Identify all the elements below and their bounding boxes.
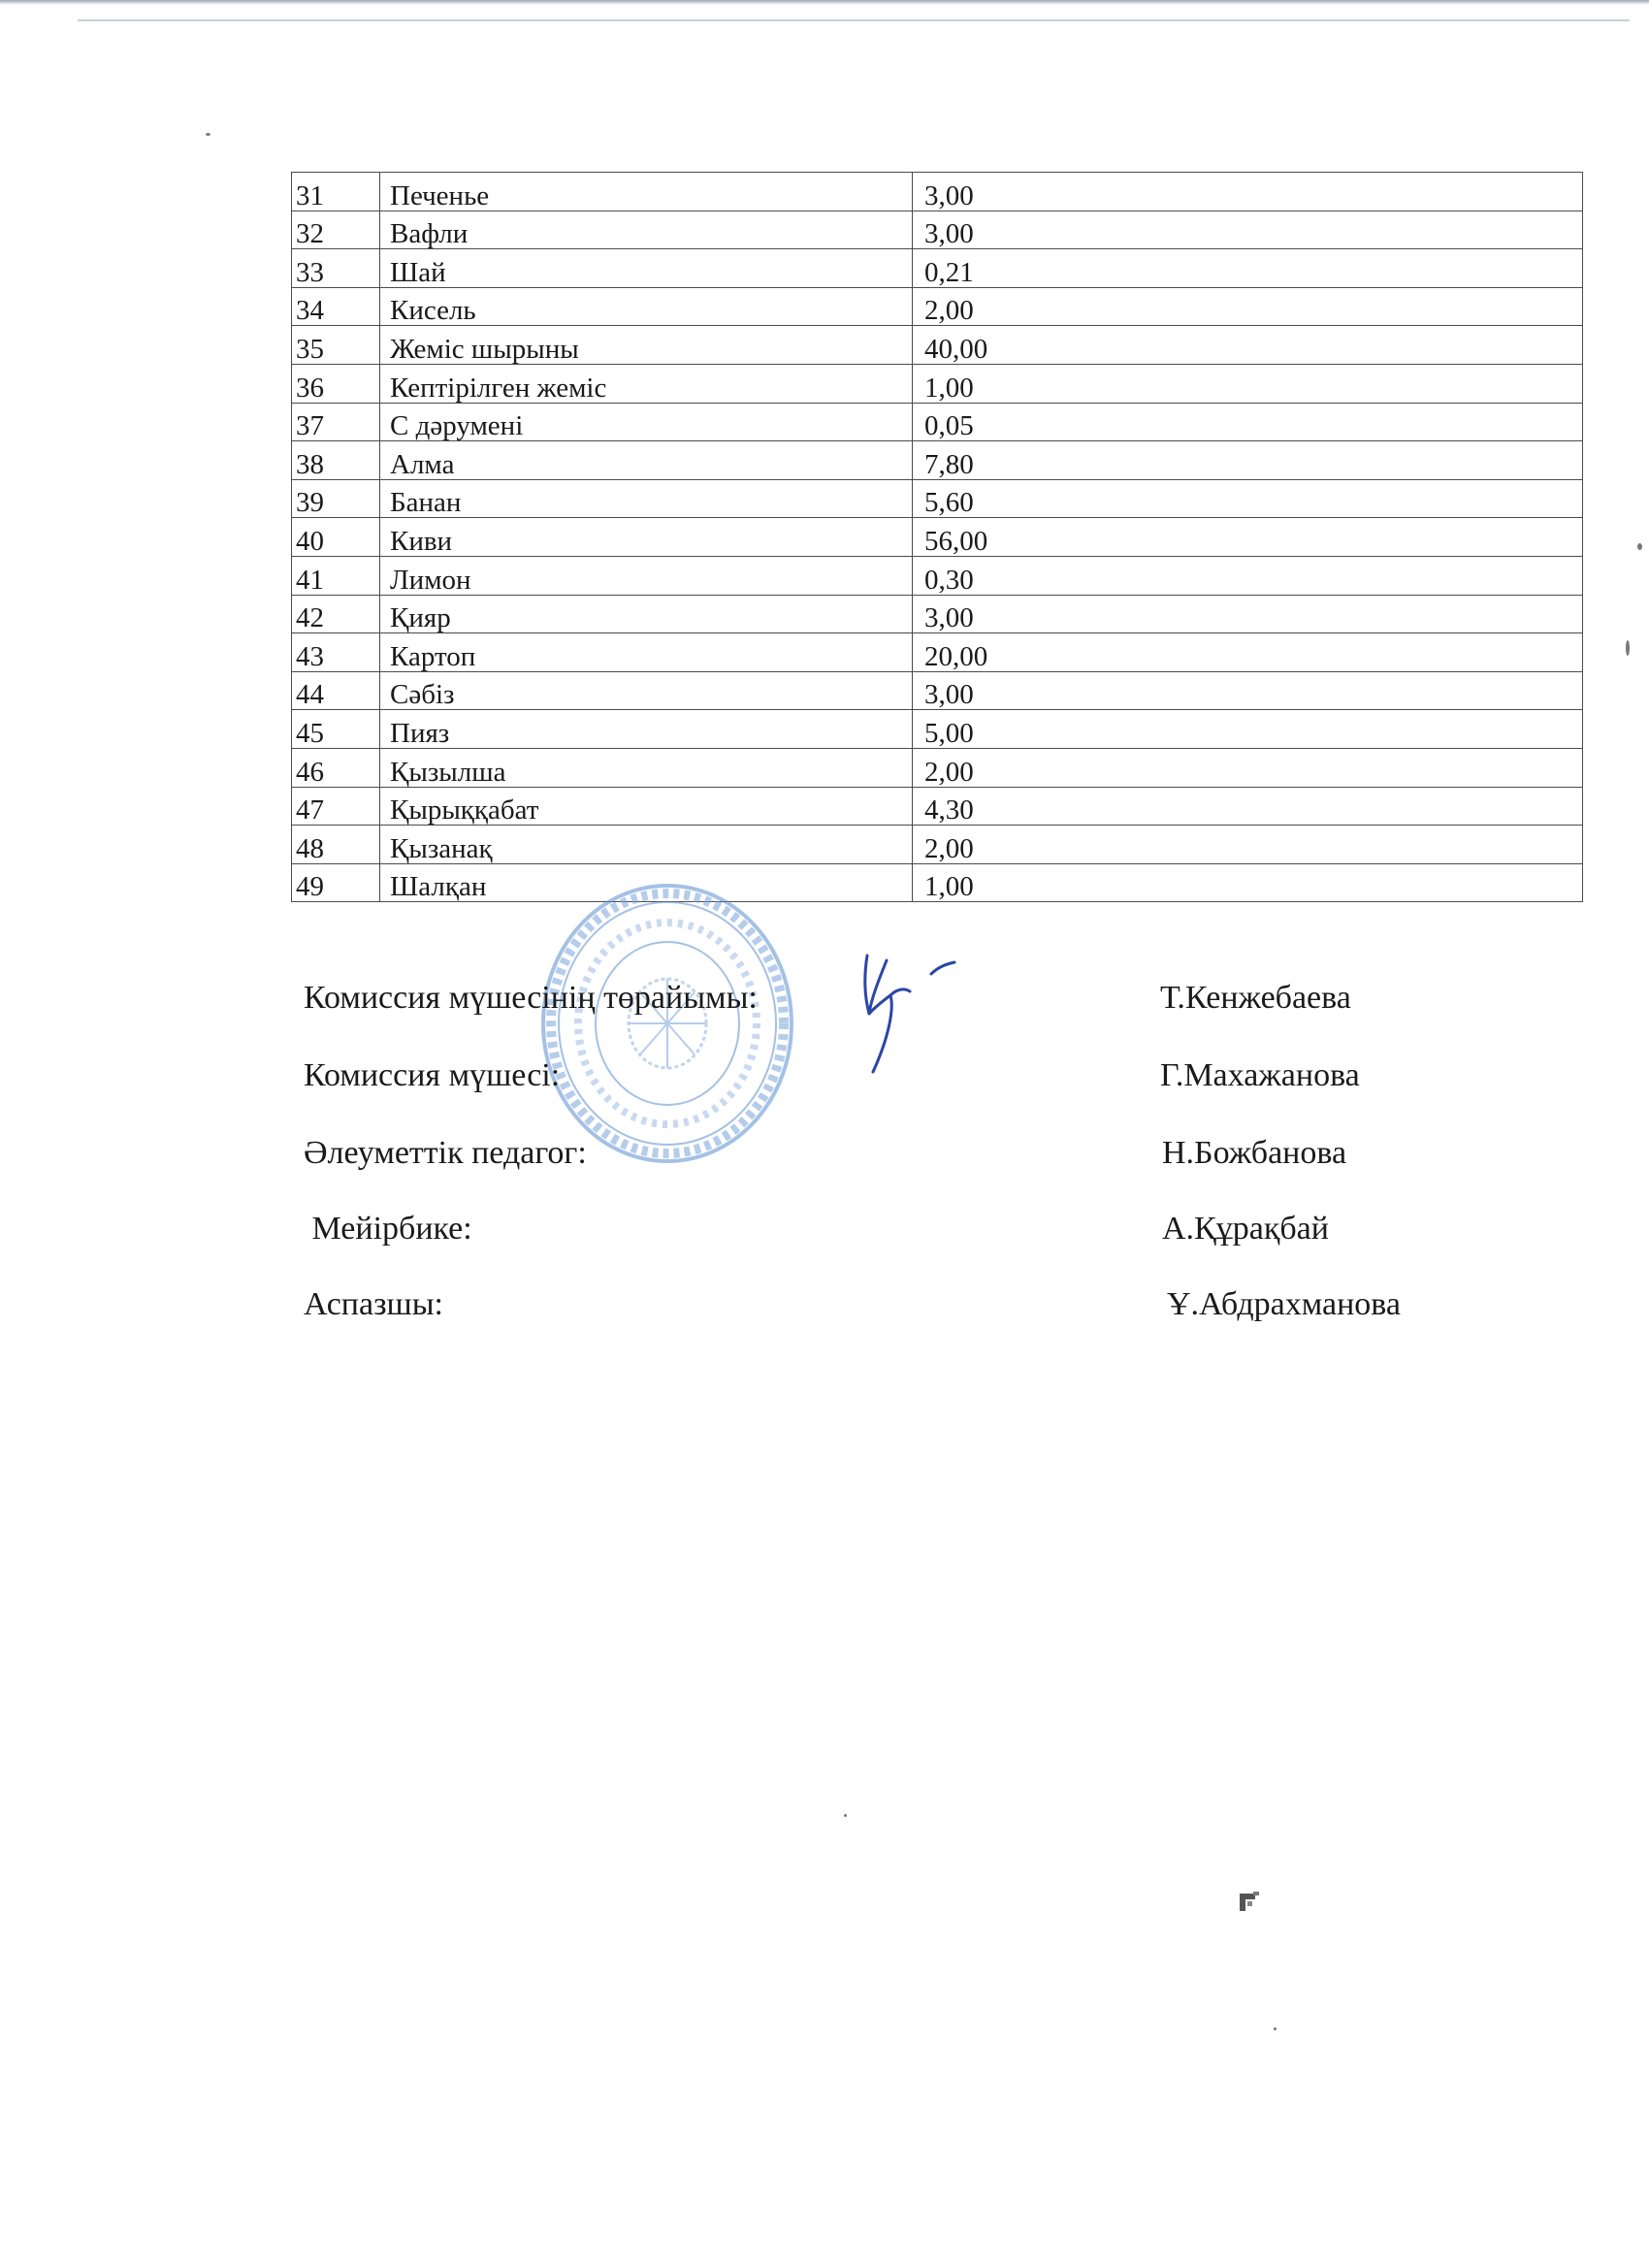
product-name-cell: Қырыққабат [380, 787, 913, 826]
table-row [292, 595, 1583, 633]
table-row [292, 748, 1583, 787]
table-row [292, 633, 1583, 672]
quantity-cell: 1,00 [913, 863, 1583, 902]
product-name-cell: Картоп [380, 633, 913, 672]
row-number-cell: 48 [292, 826, 380, 864]
product-name-cell: Печенье [380, 173, 913, 211]
signature-role: Әлеуметтік педагог: [304, 1135, 587, 1171]
row-number-cell: 33 [292, 249, 380, 288]
product-name-cell: Қызылша [380, 748, 913, 787]
scan-edge-shadow [0, 0, 1649, 5]
quantity-cell: 5,60 [913, 479, 1583, 518]
table-row [292, 787, 1583, 826]
product-name-cell: Вафли [380, 211, 913, 249]
row-number-cell: 47 [292, 787, 380, 826]
quantity-cell: 20,00 [913, 633, 1583, 672]
row-number-cell: 43 [292, 633, 380, 672]
signature-row-member [304, 1057, 1487, 1100]
quantity-cell: 3,00 [913, 671, 1583, 710]
scan-speck [1637, 543, 1642, 550]
product-name-cell: Киви [380, 518, 913, 557]
quantity-cell: 2,00 [913, 826, 1583, 864]
row-number-cell: 39 [292, 479, 380, 518]
table-row [292, 287, 1583, 326]
signature-row-social-pedagogue [304, 1135, 1487, 1178]
scan-artifact-mark [1240, 1892, 1261, 1913]
quantity-cell: 3,00 [913, 173, 1583, 211]
table-row [292, 518, 1583, 557]
table-row [292, 249, 1583, 288]
signature-name: Г.Махажанова [1160, 1057, 1360, 1093]
scan-speck [1626, 640, 1630, 656]
row-number-cell: 49 [292, 863, 380, 902]
table-row [292, 441, 1583, 480]
row-number-cell: 32 [292, 211, 380, 249]
product-name-cell: Пияз [380, 710, 913, 749]
product-name-cell: Кисель [380, 287, 913, 326]
row-number-cell: 40 [292, 518, 380, 557]
signature-name: Т.Кенжебаева [1160, 980, 1351, 1016]
row-number-cell: 41 [292, 556, 380, 595]
product-name-cell: Кептірілген жеміс [380, 364, 913, 403]
table-row [292, 671, 1583, 710]
row-number-cell: 34 [292, 287, 380, 326]
signature-name: А.Құрақбай [1162, 1211, 1329, 1247]
quantity-cell: 2,00 [913, 287, 1583, 326]
quantity-cell: 7,80 [913, 441, 1583, 480]
table-row [292, 863, 1583, 902]
signature-role: Аспазшы: [304, 1286, 443, 1322]
round-seal-stamp [536, 878, 798, 1169]
signature-role: Мейірбике: [304, 1211, 472, 1247]
product-name-cell: Шай [380, 249, 913, 288]
products-table-body [292, 173, 1583, 902]
table-row [292, 173, 1583, 211]
signature-name: Ұ.Абдрахманова [1167, 1286, 1401, 1322]
table-row [292, 326, 1583, 365]
row-number-cell: 46 [292, 748, 380, 787]
product-name-cell: Лимон [380, 556, 913, 595]
table-row [292, 556, 1583, 595]
product-name-cell: Банан [380, 479, 913, 518]
scan-speck [1274, 2027, 1277, 2030]
row-number-cell: 44 [292, 671, 380, 710]
table-row [292, 710, 1583, 749]
product-name-cell: Сәбіз [380, 671, 913, 710]
table-row [292, 479, 1583, 518]
table-row [292, 364, 1583, 403]
table-row [292, 403, 1583, 441]
quantity-cell: 5,00 [913, 710, 1583, 749]
scan-speck [206, 133, 210, 136]
quantity-cell: 56,00 [913, 518, 1583, 557]
table-row [292, 826, 1583, 864]
product-name-cell: Шалқан [380, 863, 913, 902]
product-name-cell: Қияр [380, 595, 913, 633]
quantity-cell: 40,00 [913, 326, 1583, 365]
quantity-cell: 0,05 [913, 403, 1583, 441]
quantity-cell: 0,30 [913, 556, 1583, 595]
scan-top-line [78, 19, 1630, 21]
row-number-cell: 42 [292, 595, 380, 633]
signature-row-nurse [304, 1211, 1487, 1253]
products-table [291, 172, 1583, 902]
quantity-cell: 0,21 [913, 249, 1583, 288]
row-number-cell: 38 [292, 441, 380, 480]
signature-role: Комиссия мүшесі: [304, 1057, 561, 1093]
scan-speck [844, 1814, 847, 1817]
quantity-cell: 4,30 [913, 787, 1583, 826]
row-number-cell: 37 [292, 403, 380, 441]
product-name-cell: Қызанақ [380, 826, 913, 864]
signature-role: Комиссия мүшесінің төрайымы: [304, 980, 758, 1016]
product-name-cell: Жеміс шырыны [380, 326, 913, 365]
quantity-cell: 3,00 [913, 211, 1583, 249]
product-name-cell: Алма [380, 441, 913, 480]
product-name-cell: С дәрумені [380, 403, 913, 441]
quantity-cell: 1,00 [913, 364, 1583, 403]
row-number-cell: 35 [292, 326, 380, 365]
quantity-cell: 3,00 [913, 595, 1583, 633]
table-row [292, 211, 1583, 249]
row-number-cell: 45 [292, 710, 380, 749]
quantity-cell: 2,00 [913, 748, 1583, 787]
row-number-cell: 36 [292, 364, 380, 403]
signature-name: Н.Божбанова [1162, 1135, 1347, 1171]
row-number-cell: 31 [292, 173, 380, 211]
signature-row-cook [304, 1286, 1487, 1329]
signature-row-chair [304, 980, 1487, 1022]
